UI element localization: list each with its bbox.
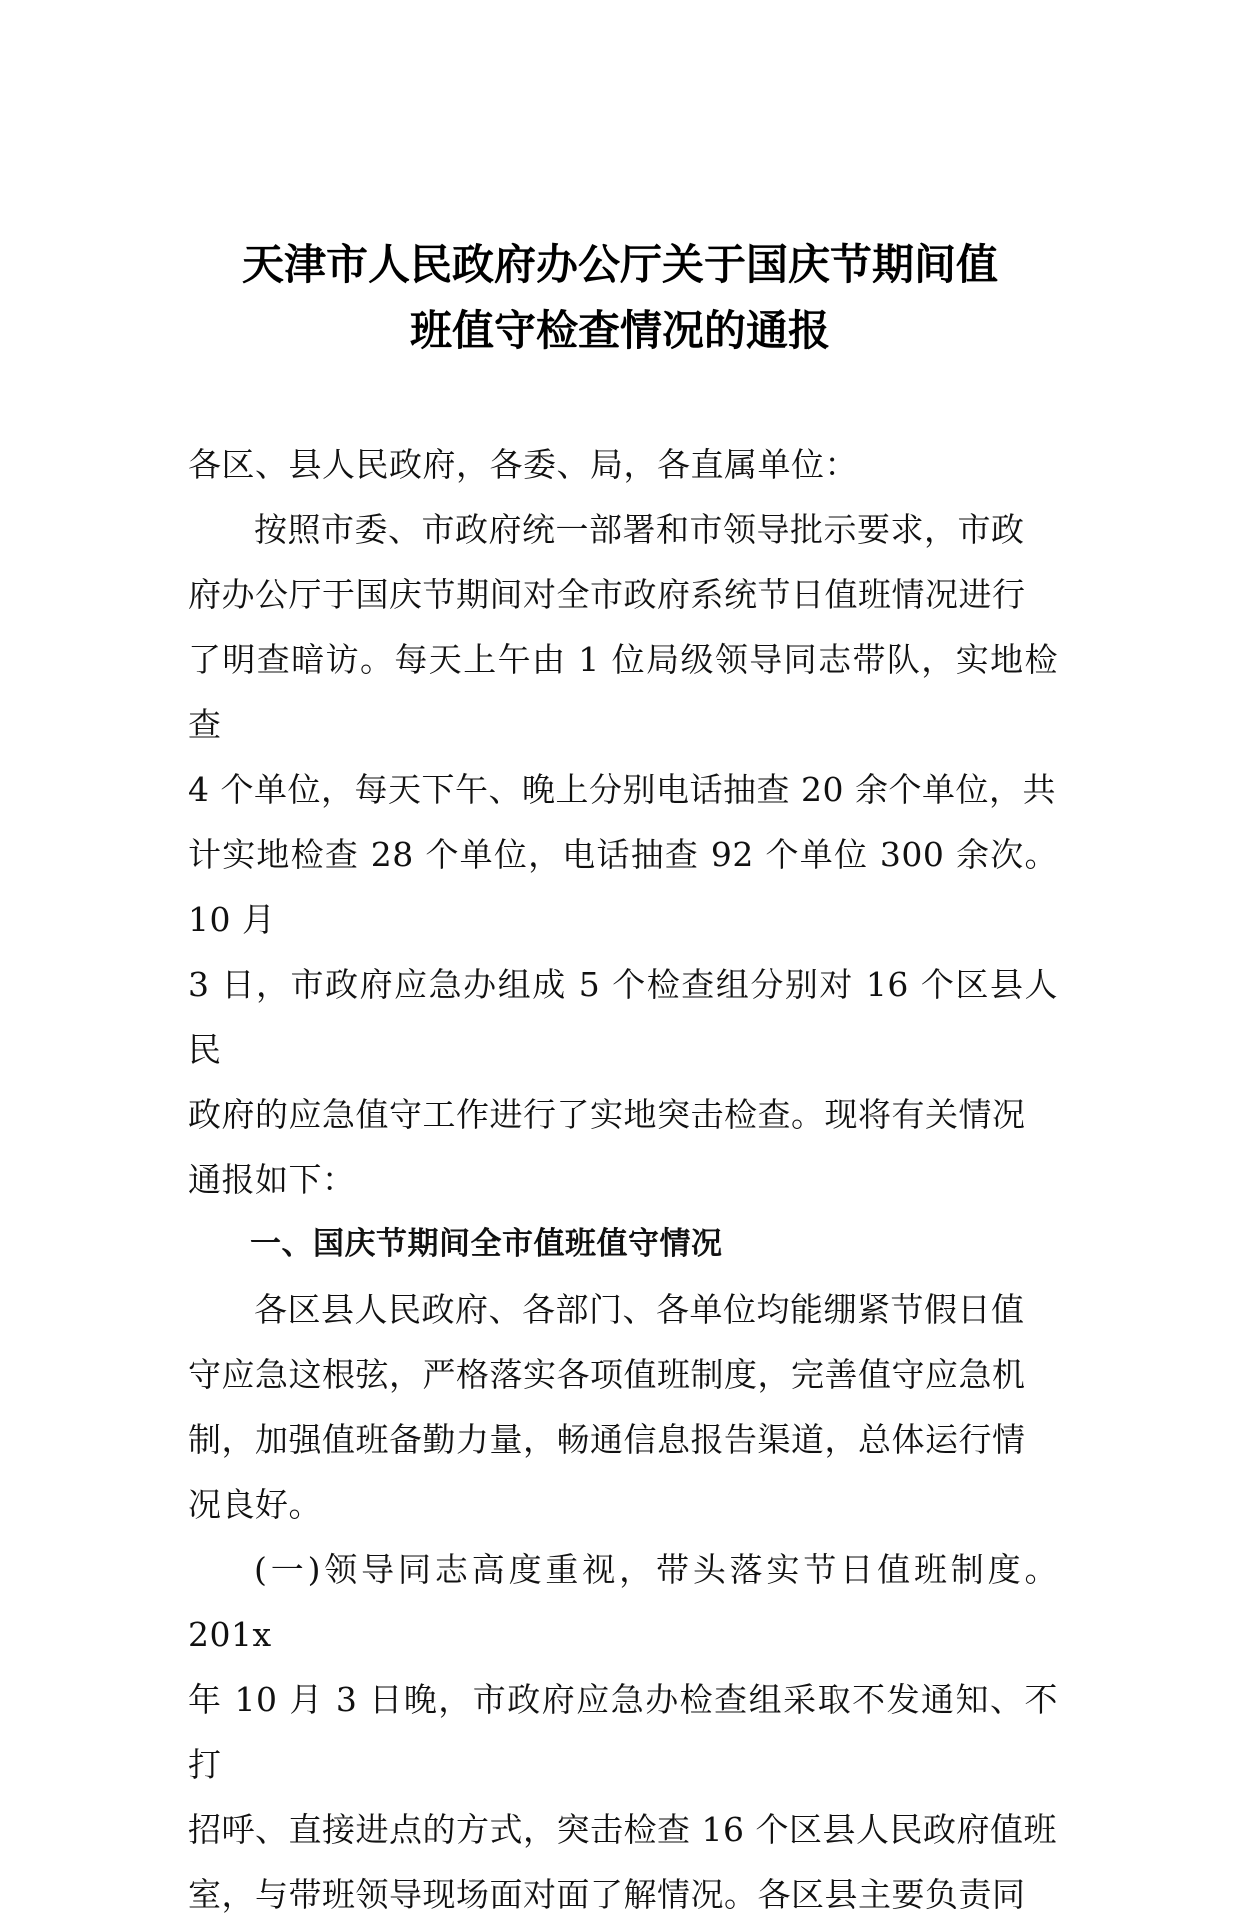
intro-line: 3 日，市政府应急办组成 5 个检查组分别对 16 个区县人民 bbox=[188, 965, 1058, 1069]
document-body bbox=[188, 432, 1058, 1927]
intro-line: 按照市委、市政府统一部署和市领导批示要求，市政 bbox=[254, 510, 1025, 549]
section-line: 守应急这根弦，严格落实各项值班制度，完善值守应急机 bbox=[188, 1355, 1026, 1394]
subsection-line: 室，与带班领导现场面对面了解情况。各区县主要负责同 bbox=[188, 1875, 1026, 1914]
intro-line: 府办公厅于国庆节期间对全市政府系统节日值班情况进行 bbox=[188, 575, 1026, 614]
document-title bbox=[150, 232, 1090, 364]
subsection-line: 年 10 月 3 日晚，市政府应急办检查组采取不发通知、不打 bbox=[188, 1680, 1058, 1784]
title-line-2: 班值守检查情况的通报 bbox=[409, 306, 830, 355]
intro-paragraph bbox=[188, 497, 1058, 1212]
intro-line: 政府的应急值守工作进行了实地突击检查。现将有关情况 bbox=[188, 1095, 1026, 1134]
intro-line: 4 个单位，每天下午、晚上分别电话抽查 20 余个单位，共 bbox=[188, 770, 1056, 809]
intro-line: 通报如下： bbox=[188, 1160, 356, 1199]
title-line-1: 天津市人民政府办公厅关于国庆节期间值 bbox=[241, 240, 998, 289]
salutation: 各区、县人民政府，各委、局，各直属单位： bbox=[188, 445, 858, 484]
subsection-line: (一)领导同志高度重视，带头落实节日值班制度。201x bbox=[188, 1550, 1058, 1654]
section-heading: 一、国庆节期间全市值班值守情况 bbox=[250, 1226, 723, 1262]
section-paragraph bbox=[188, 1277, 1058, 1537]
subsection-paragraph bbox=[188, 1537, 1058, 1927]
intro-line: 了明查暗访。每天上午由 1 位局级领导同志带队，实地检查 bbox=[188, 640, 1058, 744]
subsection-line: 招呼、直接进点的方式，突击检查 16 个区县人民政府值班 bbox=[188, 1810, 1057, 1849]
intro-line: 计实地检查 28 个单位，电话抽查 92 个单位 300 余次。10 月 bbox=[188, 835, 1058, 939]
section-line: 况良好。 bbox=[188, 1485, 322, 1524]
section-line: 制，加强值班备勤力量，畅通信息报告渠道，总体运行情 bbox=[188, 1420, 1026, 1459]
section-line: 各区县人民政府、各部门、各单位均能绷紧节假日值 bbox=[254, 1290, 1025, 1329]
